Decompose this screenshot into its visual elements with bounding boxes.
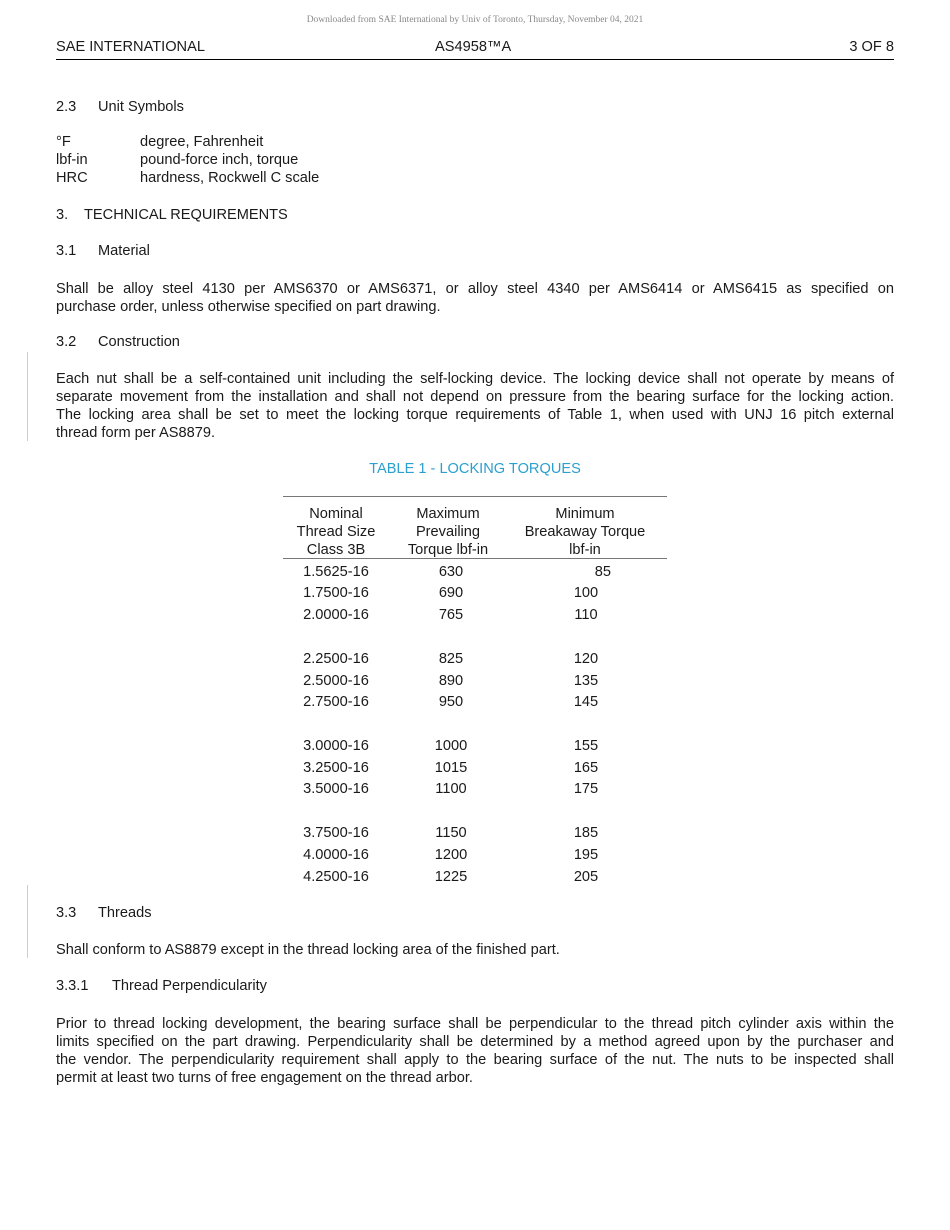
cell-thread-size: 4.0000-16 [303, 847, 369, 863]
header-rule [56, 59, 894, 60]
cell-prevailing-torque: 1000 [434, 738, 468, 754]
section-number: 3.3 [56, 905, 77, 921]
section-title: Material [98, 243, 150, 259]
cell-thread-size: 3.2500-16 [303, 760, 369, 776]
cell-breakaway-torque: 100 [573, 585, 599, 601]
column-header-prevailing-torque [398, 505, 498, 559]
header-page-number: 3 OF 8 [849, 39, 894, 55]
unit-symbol: HRC [56, 170, 88, 186]
section-3-heading [56, 207, 288, 223]
section-3-3-1-paragraph [56, 1015, 894, 1087]
cell-breakaway-torque: 135 [573, 673, 599, 689]
cell-prevailing-torque: 825 [438, 651, 464, 667]
section-number: 3.2 [56, 334, 77, 350]
paragraph-line: Shall be alloy steel 4130 per AMS6370 or AMS6371, or alloy steel 4340 per AMS6414 or AMS6415 as specified on [56, 281, 894, 297]
header-line: Nominal [309, 506, 363, 522]
column-header-breakaway-torque [510, 505, 660, 559]
header-line: Thread Size [296, 524, 376, 540]
header-line: Class 3B [306, 542, 366, 558]
section-title: Construction [98, 334, 180, 350]
unit-row [56, 170, 319, 186]
cell-thread-size: 2.5000-16 [303, 673, 369, 689]
section-title: Threads [98, 905, 152, 921]
header-line: Torque lbf-in [407, 542, 489, 558]
section-3-3-heading [56, 905, 152, 921]
unit-meaning: hardness, Rockwell C scale [140, 170, 320, 186]
cell-thread-size: 1.7500-16 [303, 585, 369, 601]
section-number: 3.3.1 [56, 978, 89, 994]
cell-prevailing-torque: 765 [438, 607, 464, 623]
header-line: Prevailing [415, 524, 481, 540]
section-title: Unit Symbols [98, 99, 184, 115]
cell-breakaway-torque: 145 [573, 694, 599, 710]
section-title: Thread Perpendicularity [112, 978, 267, 994]
cell-prevailing-torque: 1200 [434, 847, 468, 863]
cell-thread-size: 3.5000-16 [303, 781, 369, 797]
unit-row [56, 152, 298, 168]
paragraph-line: Each nut shall be a self-contained unit including the self-locking device. The locking device shall not operate by means of [56, 371, 894, 387]
cell-breakaway-torque: 120 [573, 651, 599, 667]
paragraph-line: the vendor. The perpendicularity requirement shall apply to the bearing surface of the nut. The nuts to be inspected shall [56, 1052, 894, 1068]
header-org: SAE INTERNATIONAL [56, 39, 205, 55]
cell-thread-size: 2.0000-16 [303, 607, 369, 623]
cell-thread-size: 2.7500-16 [303, 694, 369, 710]
cell-breakaway-torque: 185 [573, 825, 599, 841]
section-3-1-paragraph [56, 280, 894, 316]
paragraph-line: separate movement from the installation and shall not depend on pressure from the bearing surface for the locking action. [56, 389, 894, 405]
cell-prevailing-torque: 950 [438, 694, 464, 710]
header-line: Minimum [555, 506, 615, 522]
cell-breakaway-torque: 85 [594, 564, 611, 580]
paragraph-line: purchase order, unless otherwise specified on part drawing. [56, 299, 441, 315]
header-line: Maximum [416, 506, 480, 522]
section-2-3-heading [56, 99, 184, 115]
column-header-thread-size [283, 505, 389, 559]
change-bar [27, 352, 28, 441]
header-line: Breakaway Torque [524, 524, 646, 540]
cell-thread-size: 3.7500-16 [303, 825, 369, 841]
section-3-3-paragraph: Shall conform to AS8879 except in the thread locking area of the finished part. [56, 942, 560, 958]
cell-thread-size: 1.5625-16 [303, 564, 369, 580]
cell-prevailing-torque: 690 [438, 585, 464, 601]
cell-prevailing-torque: 1150 [435, 825, 467, 841]
cell-thread-size: 2.2500-16 [303, 651, 369, 667]
section-3-2-heading [56, 334, 180, 350]
section-3-1-heading [56, 243, 150, 259]
section-3-3-1-heading [56, 978, 267, 994]
download-notice: Downloaded from SAE International by Univ of Toronto, Thursday, November 04, 2021 [306, 15, 644, 25]
paragraph-line: Prior to thread locking development, the bearing surface shall be perpendicular to the thread pitch cylinder axis within the [56, 1016, 894, 1032]
unit-row [56, 134, 263, 150]
cell-breakaway-torque: 165 [573, 760, 599, 776]
table-top-rule [283, 496, 667, 497]
section-3-2-paragraph [56, 370, 894, 442]
unit-meaning: degree, Fahrenheit [140, 134, 264, 150]
cell-breakaway-torque: 155 [573, 738, 599, 754]
paragraph-line: The locking area shall be set to meet the locking torque requirements of Table 1, when used with UNJ 16 pitch external [56, 407, 894, 423]
cell-breakaway-torque: 110 [574, 607, 598, 623]
cell-prevailing-torque: 1225 [434, 869, 468, 885]
table-title: TABLE 1 - LOCKING TORQUES [369, 461, 581, 477]
section-number: 3. [56, 207, 69, 223]
section-number: 2.3 [56, 99, 77, 115]
header-line: lbf-in [569, 542, 601, 558]
paragraph-line: permit at least two turns of free engagement on the thread arbor. [56, 1070, 473, 1086]
cell-thread-size: 3.0000-16 [303, 738, 369, 754]
paragraph-line: limits specified on the part drawing. Perpendicularity shall be determined by a method agreed upon by the purchaser and [56, 1034, 894, 1050]
section-title: TECHNICAL REQUIREMENTS [84, 207, 288, 223]
header-doc-number: AS4958™A [435, 39, 512, 55]
cell-breakaway-torque: 175 [573, 781, 599, 797]
cell-prevailing-torque: 890 [438, 673, 464, 689]
section-number: 3.1 [56, 243, 77, 259]
cell-breakaway-torque: 195 [573, 847, 599, 863]
unit-symbol: °F [56, 134, 71, 150]
unit-meaning: pound-force inch, torque [140, 152, 299, 168]
cell-breakaway-torque: 205 [573, 869, 599, 885]
paragraph-line: thread form per AS8879. [56, 425, 216, 441]
change-bar [27, 885, 28, 958]
cell-thread-size: 4.2500-16 [303, 869, 369, 885]
unit-symbol: lbf-in [56, 152, 88, 168]
cell-prevailing-torque: 1100 [435, 781, 467, 797]
cell-prevailing-torque: 630 [438, 564, 464, 580]
cell-prevailing-torque: 1015 [434, 760, 468, 776]
